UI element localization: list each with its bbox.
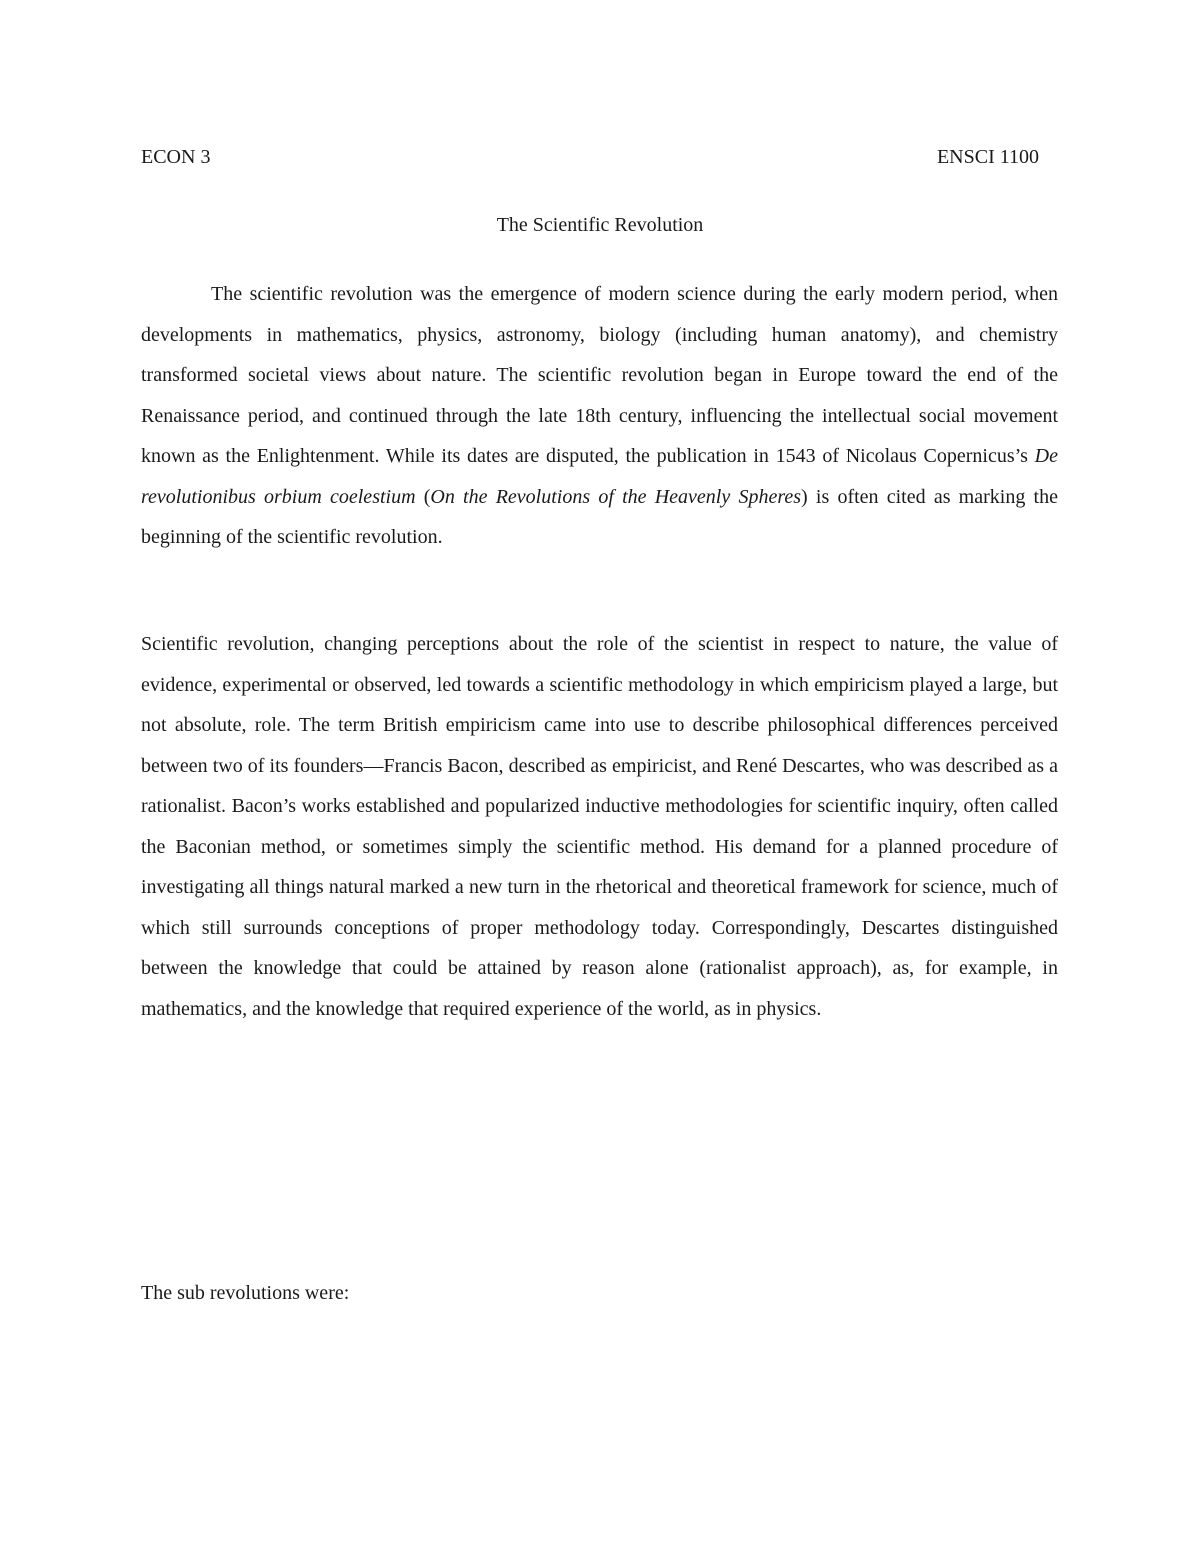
document-title: The Scientific Revolution (496, 214, 704, 236)
paragraph-intro (141, 274, 1058, 558)
paragraph-sub-revolutions: The sub revolutions were: (141, 1282, 350, 1304)
paragraph-intro-english-title: On the Revolutions of the Heavenly Spheres (430, 485, 802, 508)
header-course-right: ENSCI 1100 (936, 146, 1039, 168)
paragraph-intro-text-1: The scientific revolution was the emergence of modern science during the early modern period, when developments in mathematics, physics, astronomy, biology (including human anatomy), and chemistry transformed societal views about nature. The scientific revolution began in Europe toward the end of the Renaissance period, and continued through the late 18th century, influencing the intellectual social movement known as the Enlightenment. While its dates are disputed, the publication in 1543 of Nicolaus Copernicus’s (141, 283, 1058, 467)
header-course-left: ECON 3 (141, 146, 211, 168)
paragraph-intro-latin-title: De revolutionibus orbium coelestium (141, 445, 1058, 508)
paragraph-intro-text-3: ) is often cited as marking the beginning of the scientific revolution. (141, 485, 1058, 548)
paragraph-empiricism: Scientific revolution, changing perceptions about the role of the scientist in respect to nature, the value of evidence, experimental or observed, led towards a scientific methodology in which empiricism played a large, but not absolute, role. The term British empiricism came into use to describe philosophical differences perceived between two of its founders—Francis Bacon, described as empiricist, and René Descartes, who was described as a rationalist. Bacon’s works established and popularized inductive methodologies for scientific inquiry, often called the Baconian method, or sometimes simply the scientific method. His demand for a planned procedure of investigating all things natural marked a new turn in the rhetorical and theoretical framework for science, much of which still surrounds conceptions of proper methodology today. Correspondingly, Descartes distinguished between the knowledge that could be attained by reason alone (rationalist approach), as, for example, in mathematics, and the knowledge that required experience of the world, as in physics. (141, 633, 1058, 1020)
paragraph-intro-text-2: ( (415, 485, 431, 508)
